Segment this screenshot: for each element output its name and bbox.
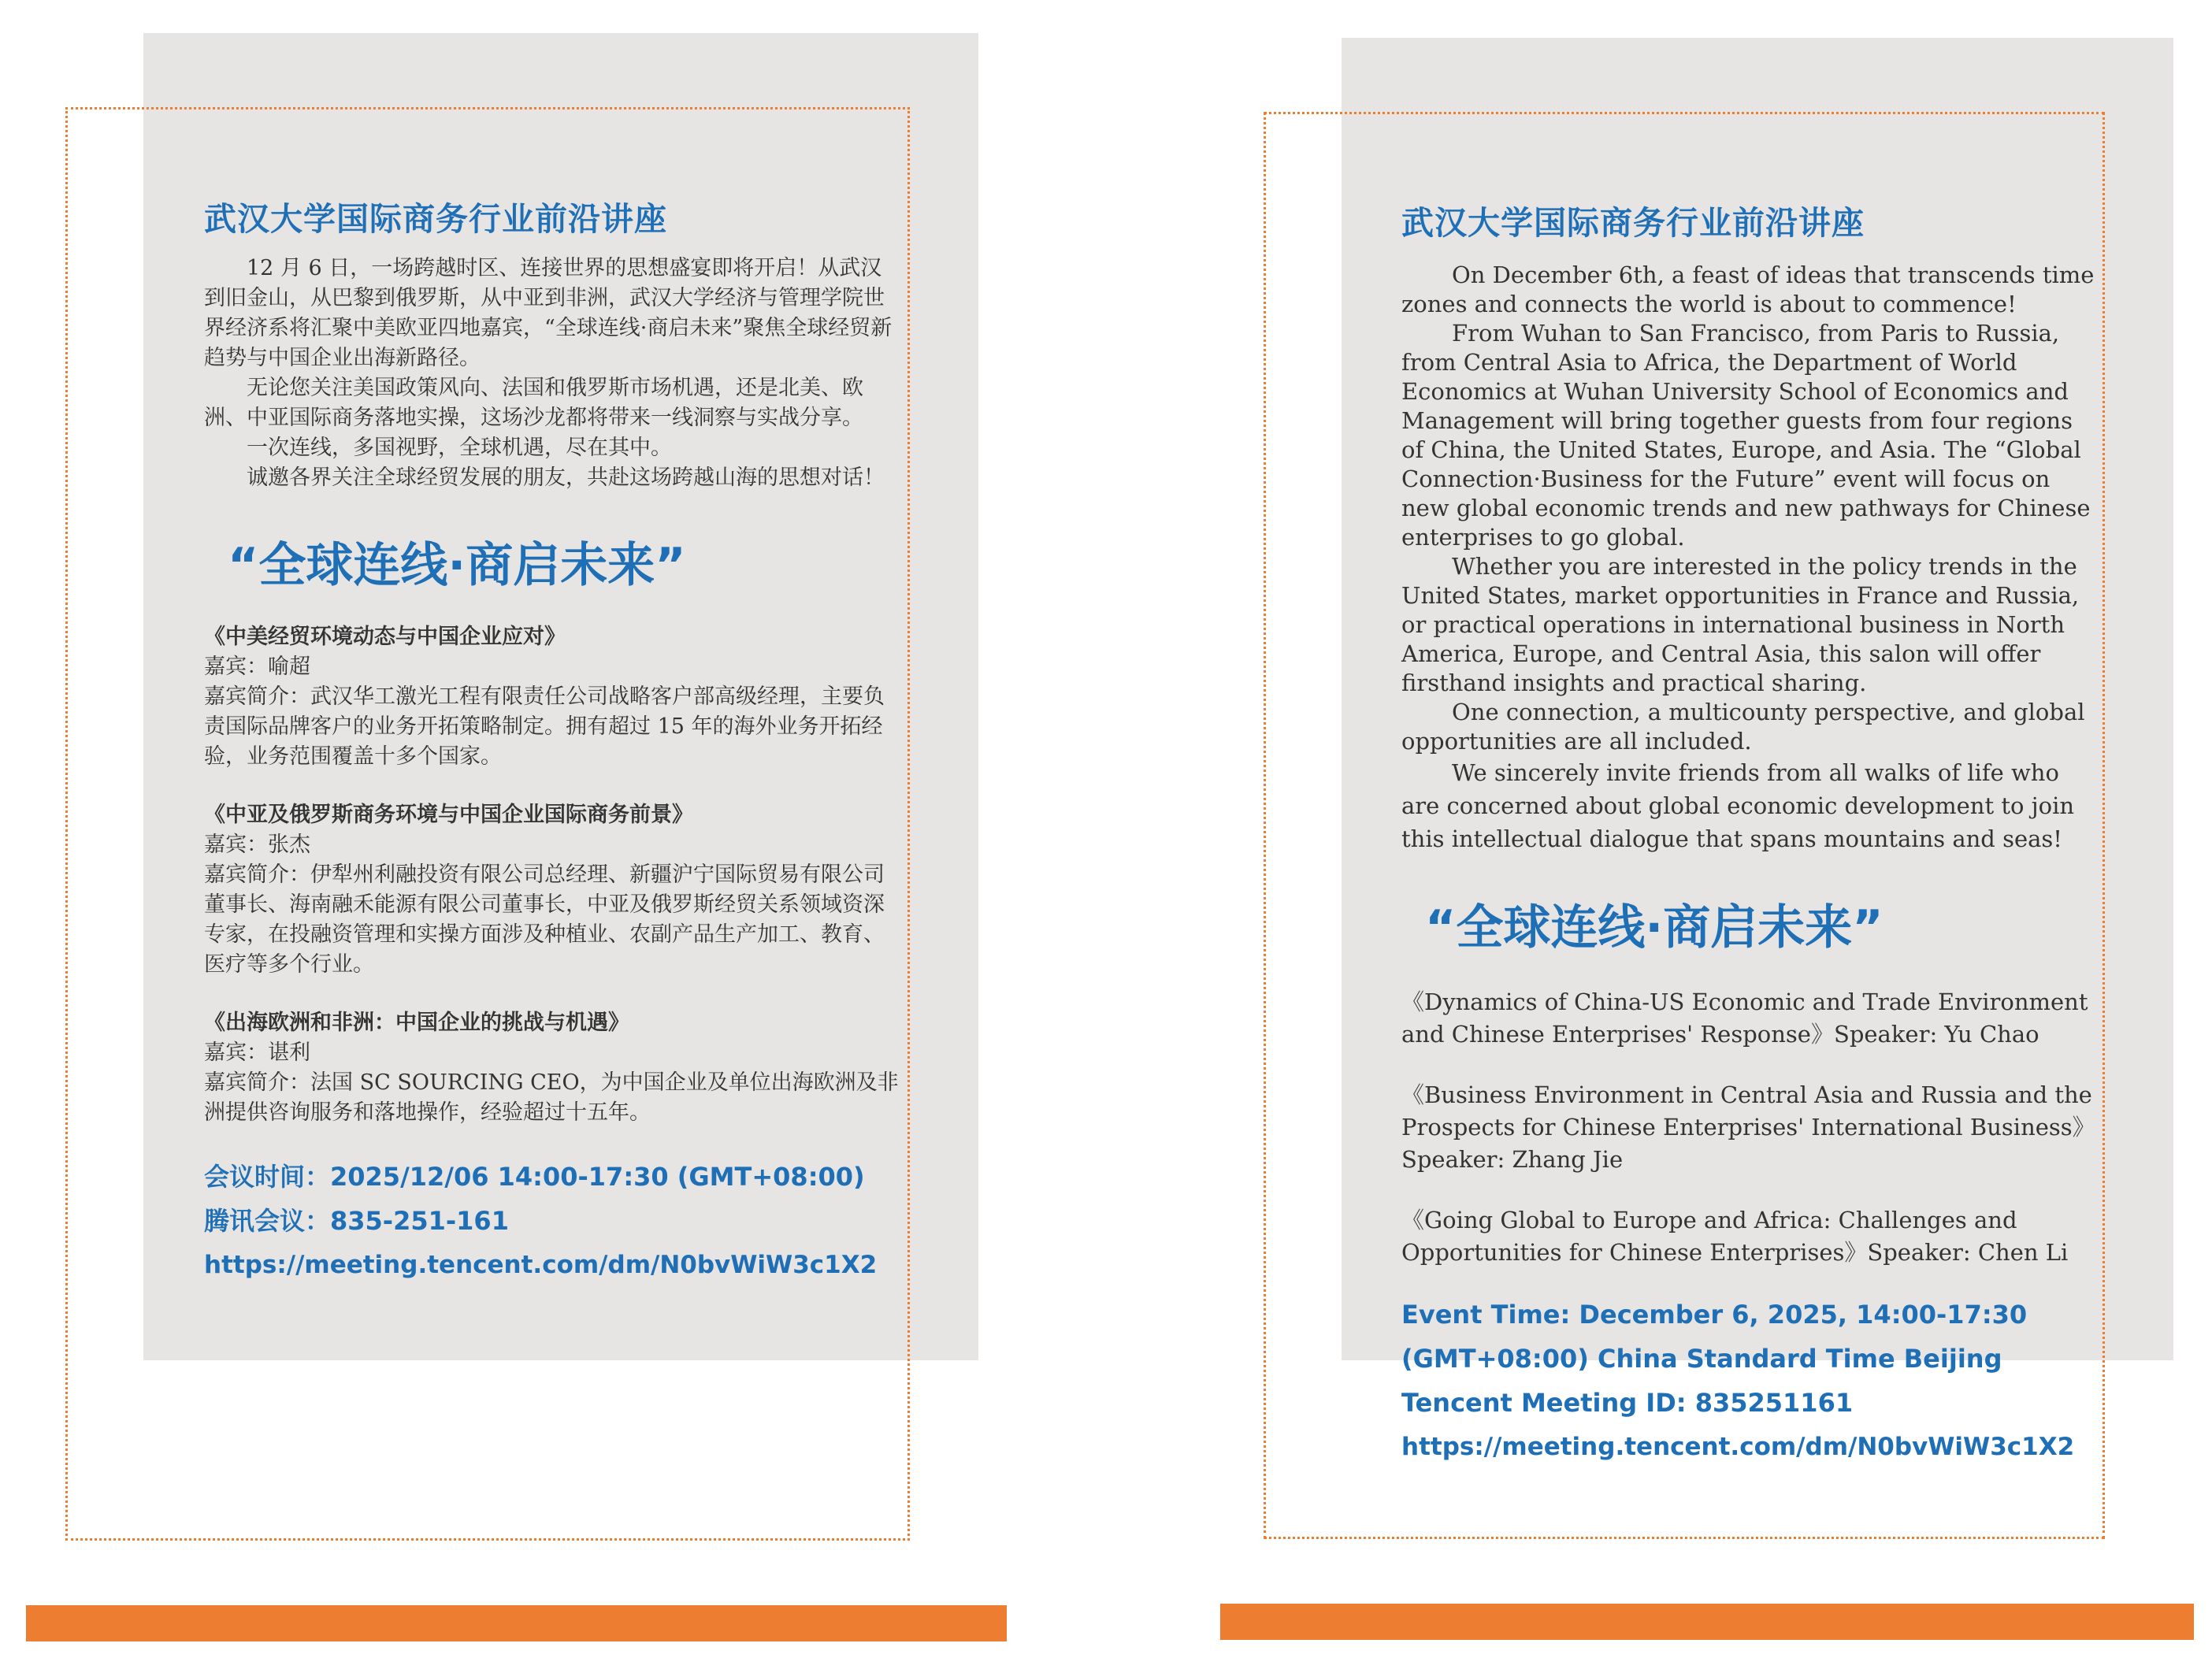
talk-entry: 《Dynamics of China-US Economic and Trade Environment and Chinese Enterprises' Response》Speaker: Yu Chao xyxy=(1401,988,2088,1048)
talk-bio: 嘉宾简介：法国 SC SOURCING CEO，为中国企业及单位出海欧洲及非洲提供咨询服务和落地操作，经验超过十五年。 xyxy=(204,1070,899,1125)
intro-paragraph: Whether you are interested in the policy trends in the United States, market opportunities in France and Russia, or practical operations in international business in North America, Europe, and Central Asia, this salon will offer firsthand insights and practical sharing. xyxy=(1401,553,2080,696)
talk-bio: 嘉宾简介：伊犁州利融投资有限公司总经理、新疆沪宁国际贸易有限公司董事长、海南融禾能源有限公司董事长，中亚及俄罗斯经贸关系领域资深专家，在投融资管理和实操方面涉及种植业、农副产品生产加工、教育、医疗等多个行业。 xyxy=(204,862,885,977)
intro-paragraph: From Wuhan to San Francisco, from Paris to Russia, from Central Asia to Africa, the Department of World Economics at Wuhan University School of Economics and Management will bring together guests from four regions of China, the United States, Europe, and Asia. The “Global Connection·Business for the Future” event will focus on new global economic trends and new pathways for Chinese enterprises to go global. xyxy=(1401,320,2091,551)
meeting-info xyxy=(1401,1293,2099,1469)
intro-paragraph: 诚邀各界关注全球经贸发展的朋友，共赴这场跨越山海的思想对话！ xyxy=(247,466,885,490)
intro-paragraph: 一次连线，多国视野，全球机遇，尽在其中。 xyxy=(247,436,672,460)
meeting-id: 腾讯会议：835-251-161 xyxy=(204,1206,509,1236)
english-flyer xyxy=(1401,197,2099,1469)
right-orange-bar xyxy=(1220,1604,2194,1640)
talk-entry: 《Business Environment in Central Asia and Russia and the Prospects for Chinese Enterprises' International Business》Speaker: Zhang Jie xyxy=(1401,1081,2095,1173)
talk-item xyxy=(204,1008,901,1128)
meeting-id: Tencent Meeting ID: 835251161 xyxy=(1401,1388,1854,1418)
talk-item xyxy=(204,622,901,772)
meeting-time: 会议时间：2025/12/06 14:00-17:30 (GMT+08:00) xyxy=(204,1162,865,1192)
talk-speaker: 嘉宾：喻超 xyxy=(204,655,310,679)
talk-bio: 嘉宾简介：武汉华工激光工程有限责任公司战略客户部高级经理，主要负责国际品牌客户的业务开拓策略制定。拥有超过 15 年的海外业务开拓经验，业务范围覆盖十多个国家。 xyxy=(204,684,885,769)
meeting-info xyxy=(204,1155,901,1287)
talk-title: 《中美经贸环境动态与中国企业应对》 xyxy=(204,625,566,649)
left-orange-bar xyxy=(26,1605,1007,1641)
lecture-title: 武汉大学国际商务行业前沿讲座 xyxy=(1401,204,1865,242)
intro-paragraph: 12 月 6 日，一场跨越时区、连接世界的思想盛宴即将开启！从武汉到旧金山，从巴黎到俄罗斯，从中亚到非洲，武汉大学经济与管理学院世界经济系将汇聚中美欧亚四地嘉宾，“全球连线·商启未来”聚焦全球经贸新趋势与中国企业出海新路径。 xyxy=(204,256,893,370)
intro-paragraph: 无论您关注美国政策风向、法国和俄罗斯市场机遇，还是北美、欧洲、中亚国际商务落地实操，这场沙龙都将带来一线洞察与实战分享。 xyxy=(204,376,863,430)
chinese-flyer xyxy=(204,193,901,1287)
talk-item xyxy=(204,800,901,980)
event-slogan: “全球连线·商启未来” xyxy=(1425,900,1884,955)
talks-list xyxy=(1401,986,2099,1269)
talk-title: 《出海欧洲和非洲：中国企业的挑战与机遇》 xyxy=(204,1011,629,1035)
talk-title: 《中亚及俄罗斯商务环境与中国企业国际商务前景》 xyxy=(204,803,693,827)
intro-text xyxy=(204,254,901,493)
intro-paragraph: We sincerely invite friends from all walks of life who are concerned about global economic development to join this intellectual dialogue that spans mountains and seas! xyxy=(1401,759,2075,852)
talk-speaker: 嘉宾：张杰 xyxy=(204,833,310,857)
talk-speaker: 嘉宾：谌利 xyxy=(204,1040,310,1065)
lecture-title: 武汉大学国际商务行业前沿讲座 xyxy=(204,200,667,238)
meeting-link[interactable]: https://meeting.tencent.com/dm/N0bvWiW3c1X2 xyxy=(204,1251,878,1279)
event-slogan: “全球连线·商启未来” xyxy=(228,538,686,593)
talk-entry: 《Going Global to Europe and Africa: Challenges and Opportunities for Chinese Enterprises》Speaker: Chen Li xyxy=(1401,1207,2069,1266)
meeting-time: Event Time: December 6, 2025, 14:00-17:30 (GMT+08:00) China Standard Time Beijing xyxy=(1401,1300,2028,1374)
meeting-link[interactable]: https://meeting.tencent.com/dm/N0bvWiW3c1X2 xyxy=(1401,1433,2075,1461)
intro-text xyxy=(1401,261,2099,855)
intro-paragraph: On December 6th, a feast of ideas that transcends time zones and connects the world is about to commence! xyxy=(1401,261,2095,317)
intro-paragraph: One connection, a multicounty perspective, and global opportunities are all included. xyxy=(1401,699,2085,755)
